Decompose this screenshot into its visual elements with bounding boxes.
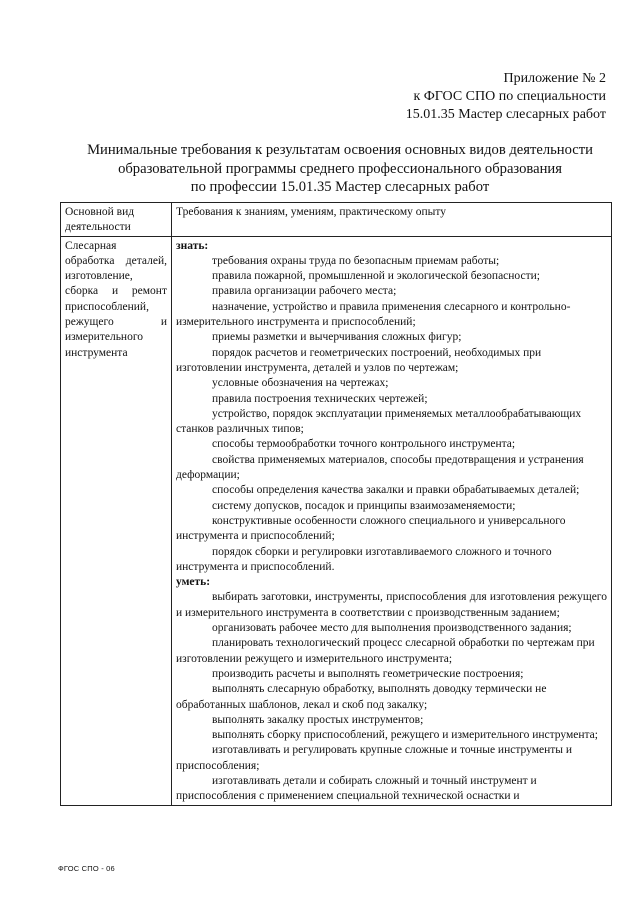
know-item: устройство, порядок эксплуатации применяемых металлообрабатывающих станков различных типов; [176,407,582,436]
requirements-cell [172,236,612,805]
title-line-1: Минимальные требования к результатам освоения основных видов деятельности [87,142,593,158]
header-requirements: Требования к знаниям, умениям, практическому опыту [172,203,612,237]
can-item: производить расчеты и выполнять геометрические построения; [212,667,524,680]
can-item: выполнять сборку приспособлений, режущего и измерительного инструмента; [212,729,598,742]
know-item: порядок сборки и регулировки изготавливаемого сложного и точного инструмента и приспособлений. [176,545,552,573]
know-item: условные обозначения на чертежах; [212,377,389,390]
know-item: способы определения качества закалки и правки обрабатываемых деталей; [212,484,580,497]
page-title [60,141,620,197]
appendix-specialty: 15.01.35 Мастер слесарных работ [405,107,606,122]
can-item: выполнять слесарную обработку, выполнять доводку термически не обработанных шаблонов, лекал и скоб под закалку; [176,683,547,711]
can-label: уметь: [176,576,211,589]
table-row [61,236,612,805]
know-label: знать: [176,239,209,252]
know-item: способы термообработки точного контрольного инструмента; [212,438,516,451]
know-item: требования охраны труда по безопасным приемам работы; [212,254,500,267]
can-item: выполнять закалку простых инструментов; [212,713,424,726]
appendix-reference: к ФГОС СПО по специальности [413,89,606,104]
know-item: назначение, устройство и правила применения слесарного и контрольно-измерительного инструмента и приспособлений; [176,300,571,329]
can-item: выбирать заготовки, инструменты, приспособления для изготовления режущего и измерительного инструмента в соответствии с производственным заданием; [176,591,607,619]
know-item: правила пожарной, промышленной и экологической безопасности; [212,270,540,283]
know-item: конструктивные особенности сложного специального и универсального инструмента и приспособлений; [176,514,566,543]
table-header-row [61,203,612,237]
can-item: планировать технологический процесс слесарной обработки по чертежам при изготовлении режущего и измерительного инструмента; [176,637,595,665]
know-item: систему допусков, посадок и принципы взаимозаменяемости; [212,499,516,512]
footer-code: ФГОС СПО - 06 [58,864,115,873]
requirements-table [60,202,612,806]
title-line-3: по профессии 15.01.35 Мастер слесарных работ [190,179,490,195]
can-item: изготавливать и регулировать крупные сложные и точные инструменты и приспособления; [176,744,573,772]
appendix-header [406,70,606,124]
title-line-2: образовательной программы среднего профессионального образования [118,160,562,177]
know-item: порядок расчетов и геометрических построений, необходимых при изготовлении инструмента, деталей и узлов по чертежам; [176,346,542,374]
know-item: правила организации рабочего места; [212,285,397,298]
activity-cell: Слесарная обработка деталей, изготовление, сборка и ремонт приспособлений, режущего и измерительного инструмента [61,236,172,805]
know-item: свойства применяемых материалов, способы предотвращения и устранения деформации; [176,453,584,482]
can-item: организовать рабочее место для выполнения производственного задания; [212,622,572,635]
can-item: изготавливать детали и собирать сложный и точный инструмент и приспособления с применением специальной технической оснастки и [176,774,537,803]
appendix-number: Приложение № 2 [503,71,606,86]
header-activity: Основной вид деятельности [61,203,172,237]
know-item: правила построения технических чертежей; [212,392,428,405]
know-item: приемы разметки и вычерчивания сложных фигур; [212,331,462,344]
